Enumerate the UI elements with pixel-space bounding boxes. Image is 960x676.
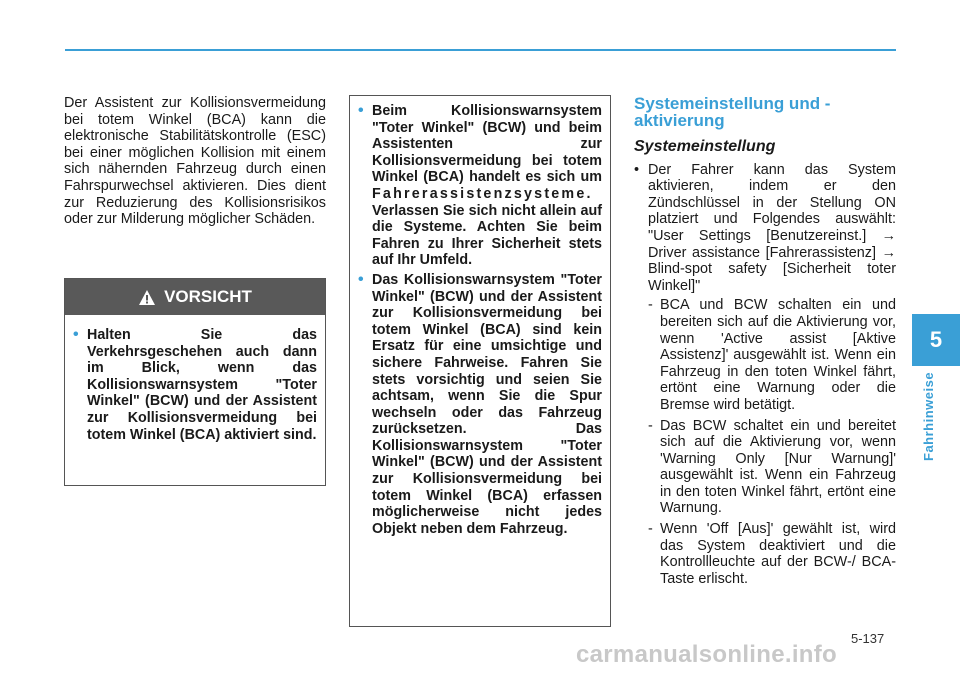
note-item: • Das Kollisionswarnsystem "Toter Winkel" (BCW) und der Assistent zur Kollisionsvermeidung bei totem Winkel (BCA) sind kein Ersatz für eine umsichtige und sichere Fahrweise. Fahren Sie stets vorsichtig und seien Sie achtsam, wenn Sie die Spur wechseln oder das Fahrzeug zurücksetzen. Das Kollisionswarnsystem "Toter Winkel" (BCW) und der Assistent zur Kollisionsvermeidung bei totem Winkel (BCA) erfassen möglicherweise nicht jedes Objekt neben dem Fahrzeug. xyxy=(358,270,602,537)
settings-section xyxy=(634,95,896,591)
subsection-title: Systemeinstellung xyxy=(634,138,776,155)
page-number: 5-137 xyxy=(851,631,885,646)
chapter-tab: 5 xyxy=(912,314,960,366)
warning-triangle-icon xyxy=(138,289,156,306)
header-rule xyxy=(65,49,896,51)
setting-option: - Wenn 'Off [Aus]' gewählt ist, wird das System deaktiviert und die Kontrollleuchte auf der BCW-/ BCA-Taste erlischt. xyxy=(648,521,896,587)
bullet-icon: • xyxy=(634,161,640,178)
setting-option: - Das BCW schaltet ein und bereitet sich auf die Aktivierung vor, wenn 'Warning Only [Nur Warnung]' ausgewählt ist. Wenn ein Fahrzeug in den toten Winkel fährt, ertönt eine Warnung. xyxy=(648,417,896,517)
chapter-label: Fahrhinweise xyxy=(921,372,936,462)
intro-paragraph: Der Assistent zur Kollisionsvermeidung bei totem Winkel (BCA) kann die elektronische Stabilitätskontrolle (ESC) bei einer möglichen Kollision mit einem sich nähernden Fahrzeug durch einen Fahrspurwechsel aktivieren. Dies dient zur Reduzierung des Kollisionsrisikos oder zur Milderung möglicher Schäden. xyxy=(64,95,326,228)
bullet-icon: • xyxy=(73,326,79,343)
caution-header xyxy=(65,279,325,315)
bullet-icon: • xyxy=(358,270,364,288)
warning-notes-box xyxy=(349,95,611,627)
caution-box xyxy=(64,278,326,486)
settings-bullet: • Der Fahrer kann das System aktivieren, indem er den Zündschlüssel in der Stellung ON platziert und Folgendes auswählt: "User Settings [Benutzereinst.] → Driver assistance [Fahrerassistenz] → Blind-spot safety [Sicherheit toter Winkel]" - BCA und BCW schalten ein und bereiten sich auf die Aktivierung vor, wenn 'Active assist [Aktive Assistenz]' ausgewählt ist. Wenn ein Fahrzeug in den toten Winkel fährt, ertönt eine Warnung oder die Bremse wird betätigt. - Das BCW schaltet ein und bereitet sich auf die Aktivierung vor, wenn 'Warning Only [Nur Warnung]' ausgewählt ist. Wenn ein Fahrzeug in den toten Winkel fährt, ertönt eine Warnung. - Wenn 'Off [Aus]' gewählt ist, wird das System deaktiviert und die Kontrollleuchte auf der BCW-/ BCA-Taste erlischt. xyxy=(634,161,896,587)
caution-title: VORSICHT xyxy=(164,287,252,306)
note-item: • Beim Kollisionswarnsystem "Toter Winkel" (BCW) und beim Assistenten zur Kollisionsvermeidung bei totem Winkel (BCA) handelt es sich um Fahrerassistenzsysteme. Verlassen Sie sich nicht allein auf die Systeme. Achten Sie beim Fahren zu Ihrer Sicherheit stets auf Ihr Umfeld. xyxy=(358,102,602,269)
caution-item: • Halten Sie das Verkehrsgeschehen auch dann im Blick, wenn das Kollisionswarnsystem "Toter Winkel" (BCW) und der Assistent zur Kollisionsvermeidung bei totem Winkel (BCA) aktiviert sind. xyxy=(73,326,317,443)
bullet-icon: • xyxy=(358,102,364,119)
setting-option: - BCA und BCW schalten ein und bereiten sich auf die Aktivierung vor, wenn 'Active assist [Aktive Assistenz]' ausgewählt ist. Wenn ein Fahrzeug in den toten Winkel fährt, ertönt eine Warnung oder die Bremse wird betätigt. xyxy=(648,297,896,413)
watermark: carmanualsonline.info xyxy=(576,641,838,668)
section-title: Systemeinstellung und -aktivierung xyxy=(634,94,831,130)
